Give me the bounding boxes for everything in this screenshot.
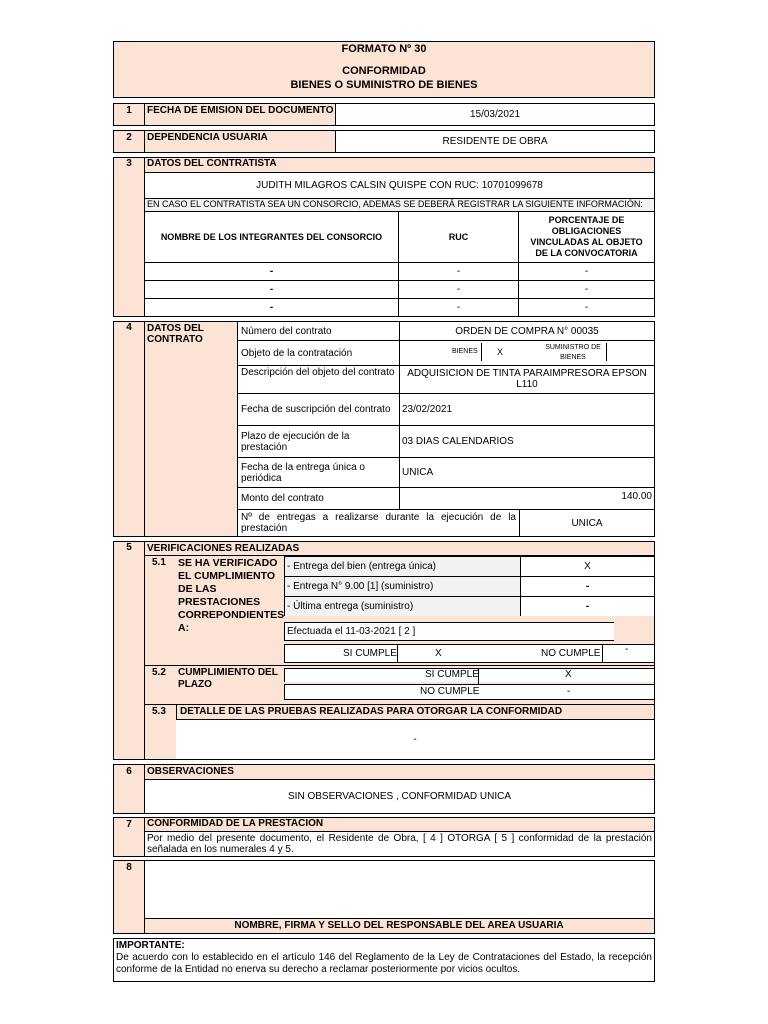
consorcio-row-3-nombre-text: - bbox=[269, 302, 274, 313]
section-4-label: DATOS DEL CONTRATO bbox=[147, 323, 204, 345]
s53-label: DETALLE DE LAS PRUEBAS REALIZADAS PARA OTORGAR LA CONFORMIDAD bbox=[180, 706, 563, 717]
s51-row-2-label bbox=[284, 576, 520, 596]
monto-value-text: 140.00 bbox=[621, 491, 652, 502]
objeto-value bbox=[399, 340, 654, 365]
fecha-suscripcion-label bbox=[237, 393, 399, 425]
s52-line bbox=[144, 665, 654, 666]
s51-row-1-label-text: - Entrega del bien (entrega única) bbox=[287, 561, 436, 572]
section-2-label: DEPENDENCIA USUARIA bbox=[147, 132, 268, 143]
consorcio-row-2-nombre-text: - bbox=[269, 284, 274, 295]
plazo-label bbox=[237, 425, 399, 457]
section-3-box bbox=[113, 157, 655, 317]
bienes-divider bbox=[481, 343, 482, 361]
section-4-number: 4 bbox=[126, 322, 132, 333]
s51-row-2-label-text: - Entrega N° 9.00 [1] (suministro) bbox=[287, 581, 434, 592]
section-5-divider bbox=[144, 542, 145, 759]
entregas-value bbox=[519, 509, 654, 536]
importante-title: IMPORTANTE: bbox=[116, 940, 185, 951]
entrega-label-text: Fecha de la entrega única o periódica bbox=[241, 461, 365, 484]
consorcio-row-3-ruc bbox=[398, 298, 518, 316]
col-nombre-header bbox=[144, 211, 398, 262]
entregas-value-text: UNICA bbox=[571, 517, 603, 529]
efectuada-row bbox=[284, 622, 614, 641]
consorcio-row-2-nombre bbox=[144, 280, 398, 298]
monto-label bbox=[237, 487, 399, 509]
conformidad-text: Por medio del presente documento, el Residente de Obra, [ 4 ] OTORGA [ 5 ] conformidad de la prestación señalada en los numerales 4 y 5. bbox=[147, 833, 652, 855]
monto-label-text: Monto del contrato bbox=[241, 493, 324, 504]
s51-si-cumple-row bbox=[284, 644, 654, 663]
efectuada-text: Efectuada el 11-03-2021 [ 2 ] bbox=[287, 626, 416, 637]
objeto-label bbox=[237, 340, 399, 365]
s52-si-row bbox=[284, 668, 654, 682]
observaciones-text: SIN OBSERVACIONES , CONFORMIDAD UNICA bbox=[288, 791, 511, 802]
s51-row-1-value bbox=[520, 556, 654, 576]
section-1-row bbox=[113, 103, 655, 126]
col-porcentaje-text: PORCENTAJE DE OBLIGACIONES VINCULADAS AL OBJETO DE LA CONVOCATORIA bbox=[530, 215, 643, 258]
contratista-text: JUDITH MILAGROS CALSIN QUISPE CON RUC: 10701099678 bbox=[256, 180, 543, 191]
consorcio-row-1-ruc bbox=[398, 262, 518, 280]
bienes-mark: X bbox=[497, 347, 504, 357]
consorcio-row-1-ruc-text: - bbox=[456, 266, 461, 277]
descripcion-label-text: Descripción del objeto del contrato bbox=[241, 367, 395, 378]
s52-no-value: - bbox=[567, 686, 571, 697]
section-1-label: FECHA DE EMISION DEL DOCUMENTO bbox=[147, 105, 334, 116]
s53-line bbox=[144, 704, 654, 705]
fecha-suscripcion-value bbox=[399, 393, 654, 425]
bienes-label: BIENES bbox=[452, 348, 478, 355]
consorcio-note-text: EN CASO EL CONTRATISTA SEA UN CONSORCIO, ADEMAS SE DEBERÁ REGISTRAR LA SIGUIENTE INFORMACIÓN: bbox=[147, 199, 643, 209]
formato-title: FORMATO Nº 30 bbox=[341, 43, 427, 55]
entregas-label-text: Nº de entregas a realizarse durante la ejecución de la prestación bbox=[241, 512, 516, 534]
plazo-label-text: Plazo de ejecución de la prestación bbox=[241, 430, 350, 453]
s53-value-text: - bbox=[413, 734, 417, 745]
importante-box bbox=[113, 938, 655, 982]
s51-si-divider bbox=[397, 645, 398, 662]
s51-row-3-label bbox=[284, 596, 520, 616]
section-7-label: CONFORMIDAD DE LA PRESTACION bbox=[147, 818, 324, 829]
s51-si-cumple-value: X bbox=[435, 648, 442, 659]
section-2-number: 2 bbox=[126, 132, 132, 143]
dependencia-value bbox=[335, 131, 654, 152]
suministro-label: SUMINISTRO DE BIENES bbox=[545, 344, 601, 361]
section-3-number: 3 bbox=[126, 158, 132, 169]
signature-area bbox=[145, 861, 654, 918]
signature-label bbox=[144, 918, 654, 933]
section-8-number: 8 bbox=[126, 862, 132, 873]
signature-label-text: NOMBRE, FIRMA Y SELLO DEL RESPONSABLE DEL AREA USUARIA bbox=[234, 920, 564, 931]
fecha-emision-text: 15/03/2021 bbox=[469, 109, 521, 120]
dependencia-text: RESIDENTE DE OBRA bbox=[442, 136, 548, 147]
s52-label: CUMPLIMIENTO DEL PLAZO bbox=[178, 667, 278, 690]
s51-no-cumple-label: NO CUMPLE bbox=[541, 648, 601, 659]
fecha-emision-value bbox=[335, 104, 654, 125]
s51-row-2-value bbox=[520, 576, 654, 596]
s51-row-1-value-text: X bbox=[584, 561, 591, 572]
s51-row-3-value-text: - bbox=[585, 601, 590, 612]
section-4-box bbox=[113, 321, 655, 537]
bienes-title: BIENES O SUMINISTRO DE BIENES bbox=[290, 79, 478, 91]
s52-si-value: X bbox=[565, 669, 572, 680]
col-ruc-text: RUC bbox=[448, 232, 469, 242]
consorcio-row-1-nombre bbox=[144, 262, 398, 280]
s53-number: 5.3 bbox=[152, 706, 166, 717]
numero-contrato-value-text: ORDEN DE COMPRA N° 00035 bbox=[455, 325, 599, 337]
consorcio-row-3-ruc-text: - bbox=[456, 302, 461, 313]
s51-row-3-label-text: - Última entrega (suministro) bbox=[287, 601, 414, 612]
section-5-box bbox=[113, 541, 655, 760]
consorcio-row-1-porcentaje-text: - bbox=[584, 266, 589, 277]
consorcio-note bbox=[144, 198, 654, 211]
s51-no-divider bbox=[602, 645, 603, 662]
consorcio-row-2-porcentaje bbox=[518, 280, 654, 298]
entrega-value-text: UNICA bbox=[402, 467, 434, 478]
numero-contrato-label-text: Número del contrato bbox=[241, 325, 332, 337]
section-2-row bbox=[113, 130, 655, 153]
section-8-box bbox=[113, 860, 655, 934]
consorcio-row-2-porcentaje-text: - bbox=[584, 284, 589, 295]
s52-si-label: SI CUMPLE bbox=[425, 669, 479, 680]
s51-label: SE HA VERIFICADO EL CUMPLIMIENTO DE LAS PRESTACIONES CORREPONDIENTES A: bbox=[178, 557, 285, 634]
section-4-divider bbox=[144, 322, 145, 536]
section-1-divider bbox=[144, 104, 145, 125]
suministro-divider bbox=[606, 343, 607, 361]
section-1-number: 1 bbox=[126, 105, 132, 116]
s51-row-1-label bbox=[284, 556, 520, 576]
section-5-label: VERIFICACIONES REALIZADAS bbox=[147, 543, 300, 554]
objeto-label-text: Objeto de la contratación bbox=[241, 347, 353, 359]
section-6-number: 6 bbox=[126, 766, 132, 777]
consorcio-row-3-porcentaje bbox=[518, 298, 654, 316]
contratista-value bbox=[144, 172, 654, 198]
col-porcentaje-header bbox=[518, 211, 654, 262]
numero-contrato-label bbox=[237, 322, 399, 340]
conformidad-title: CONFORMIDAD bbox=[342, 65, 426, 77]
section-7-box bbox=[113, 817, 655, 857]
fecha-suscripcion-value-text: 23/02/2021 bbox=[402, 404, 453, 415]
descripcion-label bbox=[237, 365, 399, 393]
plazo-value bbox=[399, 425, 654, 457]
numero-contrato-value bbox=[399, 322, 654, 340]
descripcion-value bbox=[399, 365, 654, 393]
s51-row-2-value-text: - bbox=[585, 581, 590, 592]
col-ruc-header bbox=[398, 211, 518, 262]
s53-value bbox=[176, 719, 654, 759]
s52-no-label: NO CUMPLE bbox=[420, 686, 480, 697]
s51-row-3-value bbox=[520, 596, 654, 616]
section-6-box bbox=[113, 764, 655, 814]
s51-no-cumple-value: - bbox=[625, 644, 629, 655]
importante-text: De acuerdo con lo establecido en el artículo 146 del Reglamento de la Ley de Contrataciones del Estado, la recepción conforme de la Entidad no enerva su derecho a reclamar posteriormente por vicios ocultos. bbox=[116, 952, 652, 975]
entregas-label bbox=[237, 509, 519, 536]
section-6-label: OBSERVACIONES bbox=[147, 766, 234, 777]
section-7-number: 7 bbox=[126, 819, 132, 830]
descripcion-value-text: ADQUISICION DE TINTA PARAIMPRESORA EPSON L110 bbox=[407, 368, 647, 390]
section-5-number: 5 bbox=[126, 542, 132, 553]
plazo-value-text: 03 DIAS CALENDARIOS bbox=[402, 436, 514, 447]
consorcio-row-3-porcentaje-text: - bbox=[584, 302, 589, 313]
observaciones-value bbox=[144, 779, 654, 813]
section-2-divider bbox=[144, 131, 145, 152]
consorcio-row-2-ruc-text: - bbox=[456, 284, 461, 295]
s52-no-row bbox=[284, 684, 654, 700]
fecha-suscripcion-label-text: Fecha de suscripción del contrato bbox=[241, 404, 391, 415]
consorcio-row-2-ruc bbox=[398, 280, 518, 298]
consorcio-row-1-porcentaje bbox=[518, 262, 654, 280]
monto-value bbox=[399, 487, 654, 509]
col-nombre-text: NOMBRE DE LOS INTEGRANTES DEL CONSORCIO bbox=[160, 232, 383, 242]
s51-number: 5.1 bbox=[152, 557, 166, 568]
conformidad-text-box bbox=[144, 831, 654, 856]
entrega-label bbox=[237, 457, 399, 487]
header-box bbox=[113, 41, 655, 98]
s52-number: 5.2 bbox=[152, 667, 166, 678]
entrega-value bbox=[399, 457, 654, 487]
consorcio-row-3-nombre bbox=[144, 298, 398, 316]
consorcio-row-1-nombre-text: - bbox=[269, 266, 274, 277]
section-3-label: DATOS DEL CONTRATISTA bbox=[147, 158, 277, 169]
s51-si-cumple-label: SI CUMPLE bbox=[343, 648, 397, 659]
